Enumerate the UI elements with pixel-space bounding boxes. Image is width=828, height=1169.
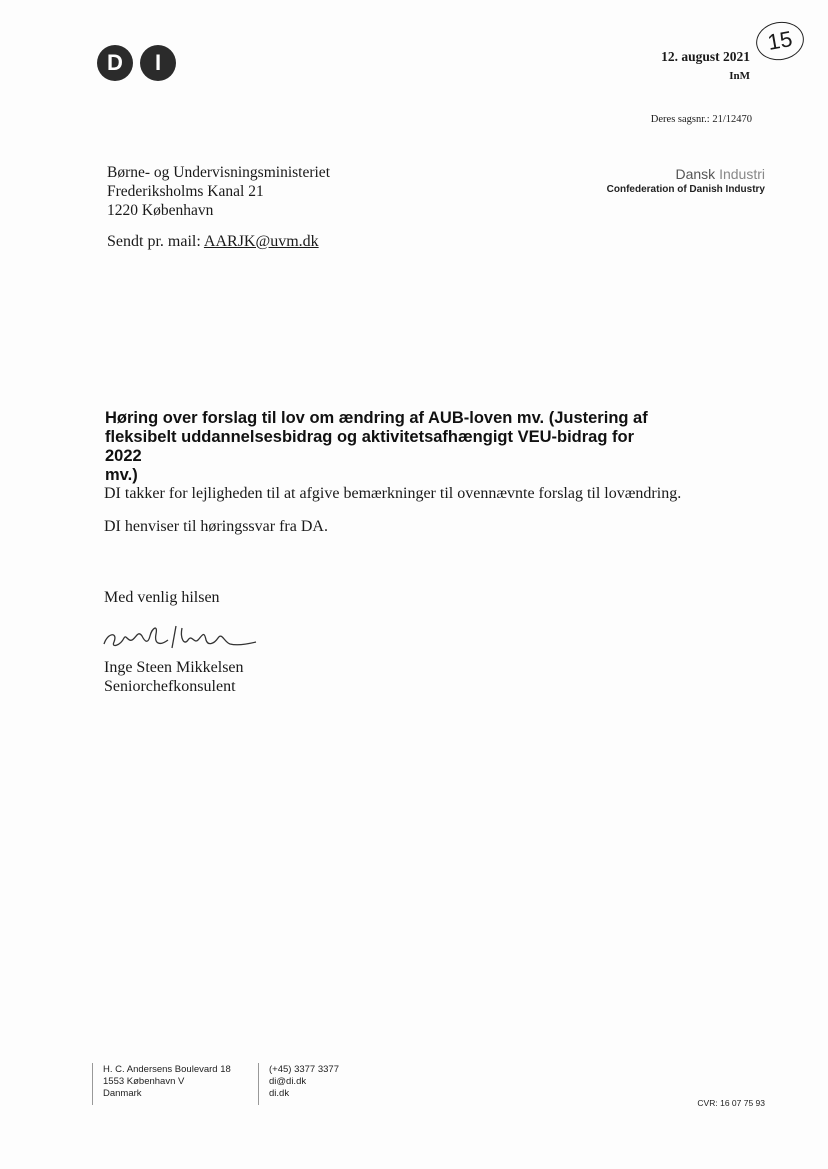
logo-letter-d: D: [97, 45, 133, 81]
footer-address-line: 1553 København V: [103, 1076, 185, 1087]
footer-website[interactable]: di.dk: [269, 1088, 290, 1099]
brand-tagline: Confederation of Danish Industry: [606, 184, 765, 195]
signature-name: Inge Steen Mikkelsen: [104, 659, 244, 676]
brand-name: Dansk Industri: [675, 166, 765, 182]
recipient-line: 1220 København: [107, 202, 214, 219]
letter-subject: [105, 409, 665, 485]
recipient-line: Børne- og Undervisningsministeriet: [107, 164, 330, 181]
subject-line: fleksibelt uddannelsesbidrag og aktivitetsafhængigt VEU-bidrag for 2022: [105, 428, 634, 465]
di-logo: [97, 45, 176, 81]
signature-title: Seniorchefkonsulent: [104, 678, 236, 695]
closing-text: Med venlig hilsen: [104, 589, 220, 606]
footer-address-line: H. C. Andersens Boulevard 18: [103, 1064, 231, 1075]
case-ref-label: Deres sagsnr.:: [650, 114, 710, 125]
subject-line: Høring over forslag til lov om ændring af AUB-loven mv. (Justering af: [105, 409, 648, 427]
author-initials: InM: [729, 70, 750, 82]
footer-contact: [269, 1064, 339, 1100]
sent-label: Sendt pr. mail:: [107, 233, 201, 250]
letter-date: 12. august 2021: [661, 49, 750, 64]
handwritten-signature: [98, 618, 258, 654]
recipient-email-link[interactable]: AARJK@uvm.dk: [203, 233, 319, 250]
recipient-line: Frederiksholms Kanal 21: [107, 183, 264, 200]
footer-cvr: CVR: 16 07 75 93: [697, 1098, 765, 1108]
recipient-address: [107, 163, 330, 220]
sent-by-mail: [107, 233, 319, 251]
footer-email[interactable]: di@di.dk: [269, 1076, 307, 1087]
footer-address: [103, 1064, 231, 1100]
case-ref-value: 21/12470: [712, 114, 752, 125]
case-reference: [560, 114, 752, 125]
footer-address-line: Danmark: [103, 1088, 142, 1099]
paragraph-1: DI takker for lejligheden til at afgive bemærkninger til ovennævnte forslag til lovændring.: [104, 485, 682, 502]
subject-line: mv.): [105, 466, 138, 484]
footer-divider: [92, 1063, 93, 1105]
stamp-number: 15: [753, 18, 807, 64]
footer-divider: [258, 1063, 259, 1105]
paragraph-2: DI henviser til høringssvar fra DA.: [104, 518, 328, 535]
footer-phone: (+45) 3377 3377: [269, 1064, 339, 1075]
logo-letter-i: I: [140, 45, 176, 81]
brand-block: [560, 166, 765, 195]
